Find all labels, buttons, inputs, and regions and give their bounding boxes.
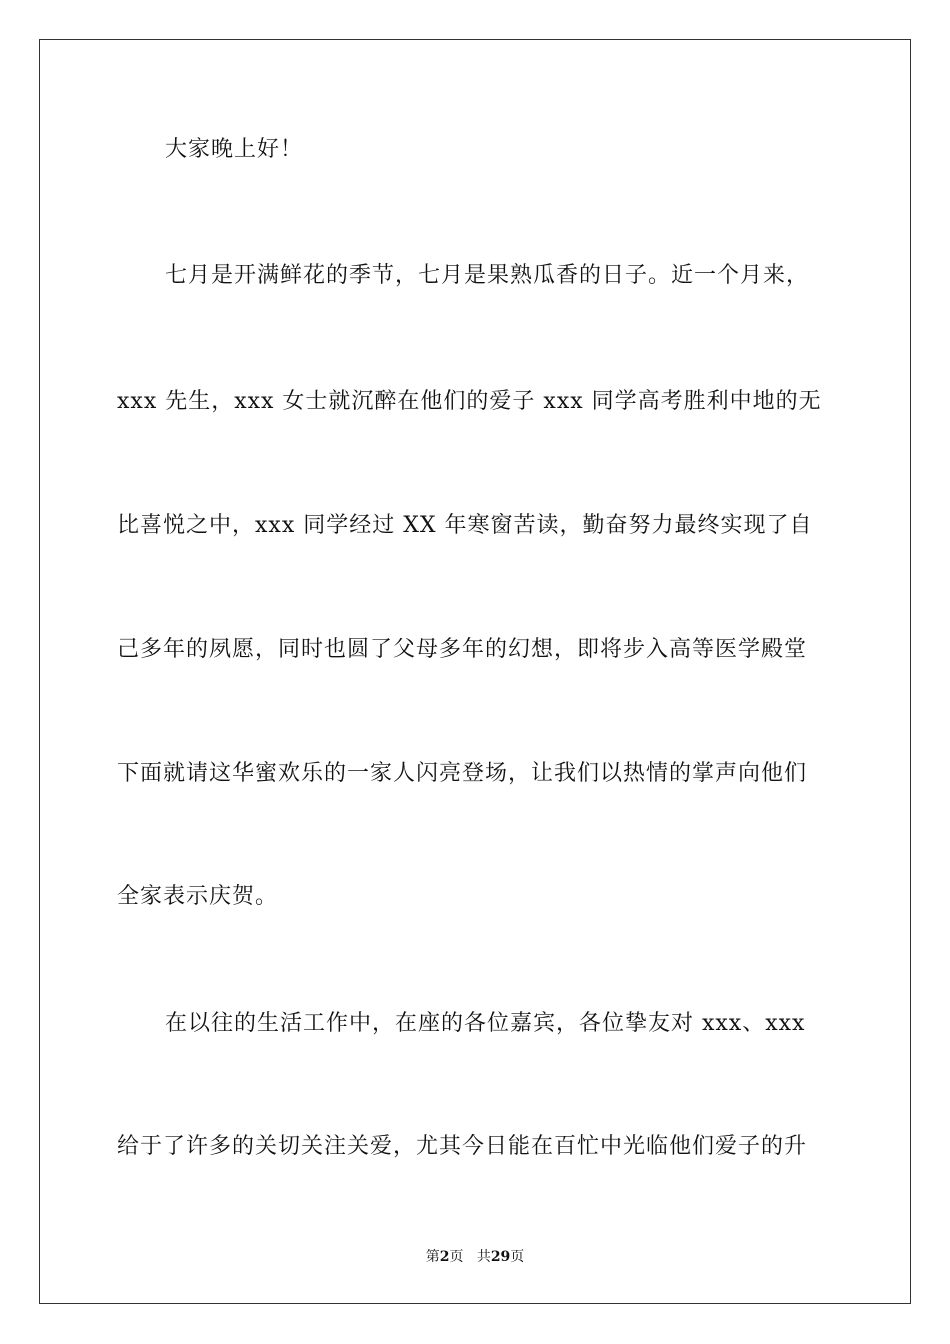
footer-page-number: 2 — [439, 1249, 450, 1265]
paragraph-line-4: 比喜悦之中，xxx 同学经过 XX 年寒窗苦读，勤奋努力最终实现了自 — [117, 513, 813, 538]
paragraph-line-6: 下面就请这华蜜欢乐的一家人闪亮登场，让我们以热情的掌声向他们 — [117, 761, 808, 786]
paragraph-line-5: 己多年的夙愿，同时也圆了父母多年的幻想，即将步入高等医学殿堂 — [117, 637, 808, 662]
paragraph-line-1: 大家晚上好！ — [165, 137, 304, 162]
footer-total-pages: 29 — [490, 1249, 511, 1265]
page-footer — [0, 1248, 950, 1266]
footer-page-prefix: 第 — [425, 1249, 440, 1265]
paragraph-line-2: 七月是开满鲜花的季节，七月是果熟瓜香的日子。近一个月来， — [165, 263, 810, 288]
paragraph-line-8: 在以往的生活工作中，在座的各位嘉宾，各位挚友对 xxx、xxx — [165, 1011, 806, 1036]
paragraph-line-3: xxx 先生，xxx 女士就沉醉在他们的爱子 xxx 同学高考胜利中地的无 — [117, 389, 822, 414]
footer-total-suffix: 页 — [510, 1249, 525, 1265]
paragraph-line-7: 全家表示庆贺。 — [117, 884, 279, 909]
paragraph-line-9: 给于了许多的关切关注关爱，尤其今日能在百忙中光临他们爱子的升 — [117, 1134, 808, 1159]
footer-page-suffix: 页 — [449, 1249, 464, 1265]
page-border — [39, 39, 911, 1304]
footer-total-prefix: 共 — [476, 1249, 491, 1265]
